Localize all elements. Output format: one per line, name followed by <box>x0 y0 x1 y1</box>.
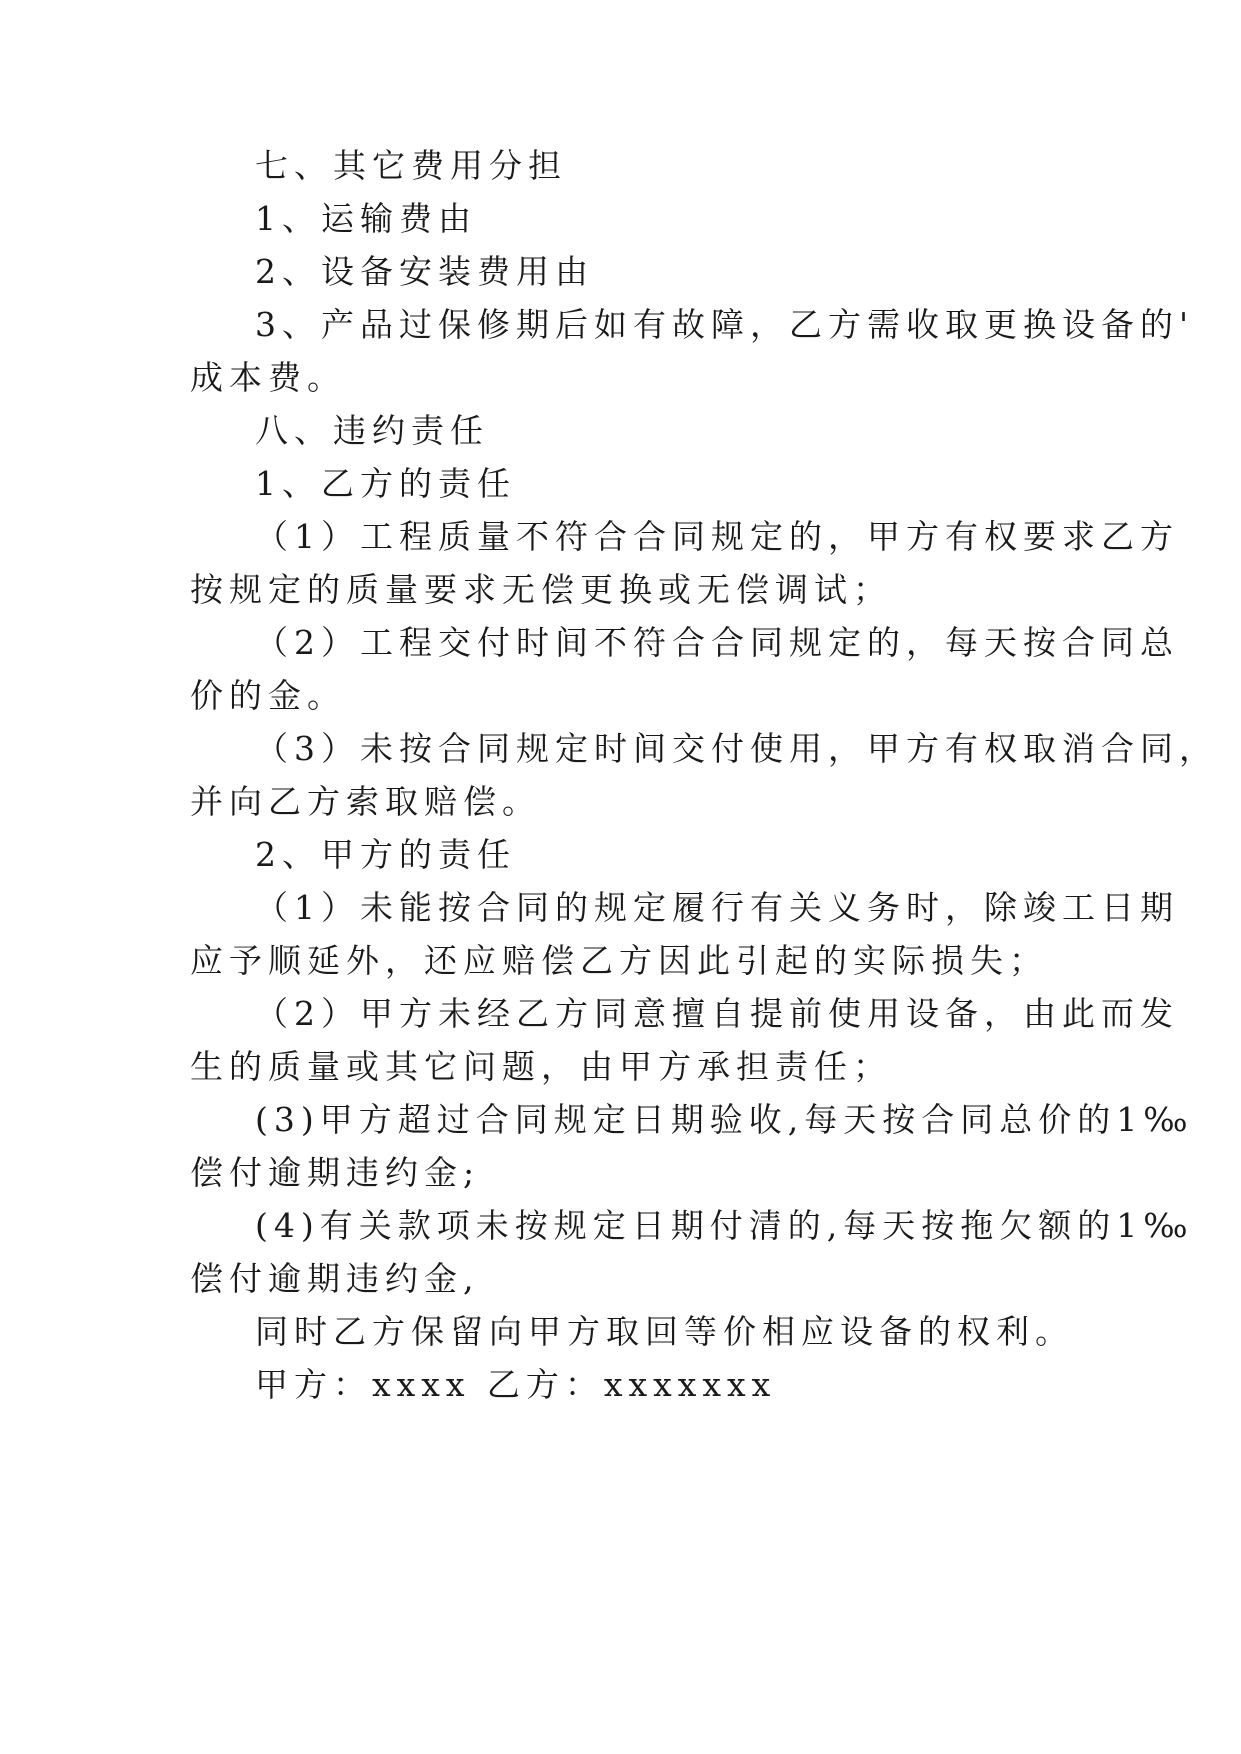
paragraph-line: (4)有关款项未按规定日期付清的,每天按拖欠额的1‰ <box>255 1206 1194 1245</box>
paragraph-line: 价的金。 <box>190 676 346 715</box>
paragraph-line: （1）工程质量不符合合同规定的，甲方有权要求乙方 <box>255 517 1179 556</box>
paragraph-line: 偿付逾期违约金, <box>190 1259 480 1298</box>
paragraph-line: (3)甲方超过合同规定日期验收,每天按合同总价的1‰ <box>255 1100 1194 1139</box>
paragraph-line: 并向乙方索取赔偿。 <box>190 782 541 821</box>
paragraph-line: （2）甲方未经乙方同意擅自提前使用设备，由此而发 <box>255 994 1179 1033</box>
paragraph-line: 成本费。 <box>190 358 346 397</box>
paragraph-line: （3）未按合同规定时间交付使用，甲方有权取消合同， <box>255 729 1218 768</box>
paragraph-line: （2）工程交付时间不符合合同规定的，每天按合同总 <box>255 623 1179 662</box>
subsection-heading: 2、甲方的责任 <box>255 835 516 874</box>
subsection-heading: 1、乙方的责任 <box>255 464 516 503</box>
paragraph-line: （1）未能按合同的规定履行有关义务时，除竣工日期 <box>255 888 1179 927</box>
paragraph-line: 应予顺延外，还应赔偿乙方因此引起的实际损失； <box>190 941 1048 980</box>
section-heading-7: 七、其它费用分担 <box>255 146 567 185</box>
paragraph-line: 2、设备安装费用由 <box>255 252 594 291</box>
paragraph-line: 按规定的质量要求无偿更换或无偿调试； <box>190 570 892 609</box>
paragraph-line: 偿付逾期违约金; <box>190 1153 481 1192</box>
section-heading-8: 八、违约责任 <box>255 411 489 450</box>
signature-line: 甲方：xxxx 乙方：xxxxxxx <box>255 1365 777 1404</box>
paragraph-line: 生的质量或其它问题，由甲方承担责任； <box>190 1047 892 1086</box>
paragraph-line: 1、运输费由 <box>255 199 477 238</box>
paragraph-line: 同时乙方保留向甲方取回等价相应设备的权利。 <box>255 1312 1074 1351</box>
paragraph-line: 3、产品过保修期后如有故障，乙方需收取更换设备的' <box>255 305 1195 344</box>
